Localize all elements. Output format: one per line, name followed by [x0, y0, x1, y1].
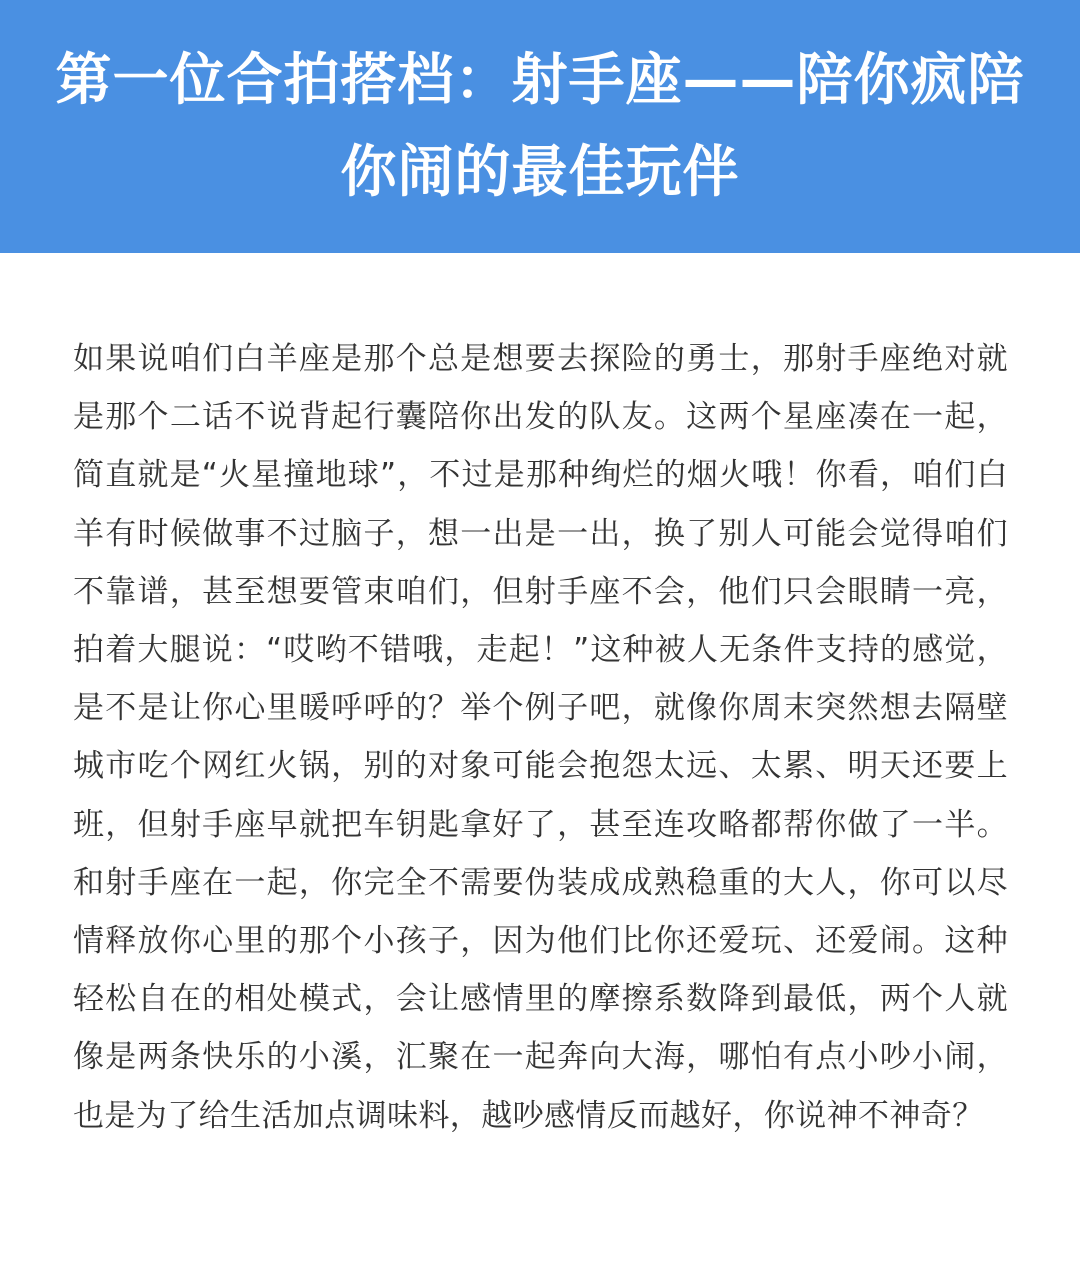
title-line-1: 第一位合拍搭档：射手座——陪你疯陪: [55, 47, 1025, 113]
article-paragraph: 如果说咱们白羊座是那个总是想要去探险的勇士，那射手座绝对就是那个二话不说背起行囊陪你出发的队友。这两个星座凑在一起，简直就是“火星撞地球”，不过是那种绚烂的烟火哦！你看，咱们白羊有时候做事不过脑子，想一出是一出，换了别人可能会觉得咱们不靠谱，甚至想要管束咱们，但射手座不会，他们只会眼睛一亮，拍着大腿说：“哎哟不错哦，走起！”这种被人无条件支持的感觉，是不是让你心里暖呼呼的？举个例子吧，就像你周末突然想去隔壁城市吃个网红火锅，别的对象可能会抱怨太远、太累、明天还要上班，但射手座早就把车钥匙拿好了，甚至连攻略都帮你做了一半。和射手座在一起，你完全不需要伪装成成熟稳重的大人，你可以尽情释放你心里的那个小孩子，因为他们比你还爱玩、还爱闹。这种轻松自在的相处模式，会让感情里的摩擦系数降到最低，两个人就像是两条快乐的小溪，汇聚在一起奔向大海，哪怕有点小吵小闹，也是为了给生活加点调味料，越吵感情反而越好，你说神不神奇？: [73, 341, 1008, 1134]
title-banner: [0, 0, 1080, 253]
page-title: [56, 35, 1025, 219]
title-line-2: 你闹的最佳玩伴: [340, 139, 740, 205]
